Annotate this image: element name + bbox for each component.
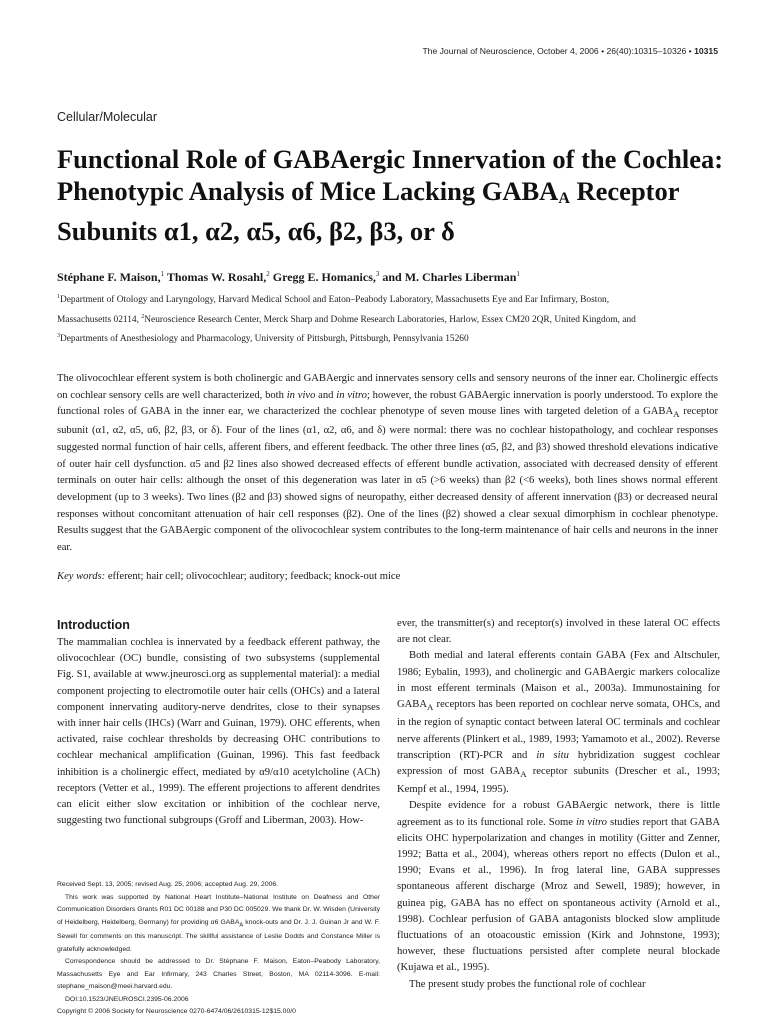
title-line-2 [57,175,737,215]
affil-text: Neuroscience Research Center, Merck Sharp and Dohme Research Laboratories, Harlow, Essex CM20 2QR, United Kingdom, and [144,314,636,325]
affil-mark: 2 [141,313,145,320]
abstract [57,371,718,557]
title-line-2-end: Receptor [569,176,680,206]
introduction-heading: Introduction [57,618,130,632]
body-subscript: A [427,702,434,713]
affil-text: Department of Otology and Laryngology, Harvard Medical School and Eaton–Peabody Laboratory, Massachusetts Eye and Ear Infirmary, Boston, [60,295,610,306]
keywords-text: efferent; hair cell; olivocochlear; auditory; feedback; knock-out mice [105,571,401,582]
abstract-text: and [315,389,337,401]
author-affil-mark: 1 [516,270,520,278]
body-paragraph: ever, the transmitter(s) and receptor(s) involved in these lateral OC effects are not clear. [397,618,720,646]
body-text: Both medial and lateral efferents contain GABA (Fex and Altschuler, 1986; Eybalin, 1993), and cholinergic and GABAergic markers colocalize in most efferent terminals (Maison et al., 2003a). Immunostaining for GABA [397,650,720,711]
journal-citation: The Journal of Neuroscience, October 4, 2006 • 26(40):10315–10326 • [422,46,692,56]
body-text: receptor subunits (Drescher et al., 1993; Kempf et al., 1994, 1995). [397,765,721,796]
affiliation-line [57,289,727,309]
abstract-italic: in vivo [286,389,316,401]
author-list [57,270,520,285]
page-number: 10315 [694,46,718,56]
body-italic: in situ [536,749,569,761]
affil-text: Departments of Anesthesiology and Pharmacology, University of Pittsburgh, Pittsburgh, Pennsylvania 15260 [60,334,469,345]
footnote-correspondence: Correspondence should be addressed to Dr. Stéphane F. Maison, Eaton–Peabody Laboratory, Massachusetts Eye and Ear Infirmary, 243 Charles Street, Boston, MA 02114-3096. E-mail: stephane_maison@meei.harvard.edu. [57,958,380,991]
title-line-3: Subunits α1, α2, α5, α6, β2, β3, or δ [57,216,455,246]
title-line-2-main: Phenotypic Analysis of Mice Lacking GABA [57,176,559,206]
body-text: studies report that GABA elicits OHC hyperpolarization and changes in motility (Gitter and Zenner, 1992; Batta et al., 2004), whereas others report no effects (Dulon et al., 1990; Evans et al., 1996). In frog lateral line, GABA suppresses spontaneous afferent discharge (Mroz and Sewell, 1989); however, in guinea pig, GABA has no effect on spontaneous activity (Arnold et al., 1998). Cochlear perfusion of GABA antagonists blocked slow amplitude fluctuations of an otoacoustic emission (Kirk and Johnstone, 1993); however, these fluctuations persisted after complete neural blockade (Kujawa et al., 1995). [397,816,720,974]
footnote-text: knock-outs and Dr. J. J. Guinan Jr and W. F. Sewell for comments on this manuscript. The skillful assistance of Leslie Dodds and Constance Miller is gratefully acknowledged. [57,918,380,953]
footnote-support [57,892,380,957]
author-affil-mark: 3 [375,270,380,278]
affil-text: Massachusetts 02114, [57,314,142,325]
body-subscript: A [520,769,527,780]
abstract-text: The olivocochlear efferent system is both cholinergic and GABAergic and innervates sensory cells and sensory neurons of the inner ear. Cholinergic effects on cochlear sensory cells are well characterized, both [57,373,718,401]
footnote-copyright: Copyright © 2006 Society for Neuroscience 0270-6474/06/2610315-12$15.00/0 [57,1008,296,1016]
body-paragraph [397,798,720,976]
title-line-1: Functional Role of GABAergic Innervation of the Cochlea: [57,144,724,174]
footnote-doi: DOI:10.1523/JNEUROSCI.2395-06.2006 [65,995,189,1003]
footnotes [57,879,380,1019]
body-text: receptors has been reported on cochlear nerve somata, OHCs, and in the region of synaptic contact between lateral OC terminals and cochlear nerve afferents (Plinkert et al., 1989, 1993; Yamamoto et al., 2002). Reverse transcription (RT)-PCR and [397,699,720,761]
body-text: Despite evidence for a robust GABAergic network, there is little agreement as to its functional role. Some [397,800,720,828]
author-name: Stéphane F. Maison, [57,270,161,284]
article-title [57,143,737,247]
keywords-label: Key words: [57,571,106,582]
author-affil-mark: 1 [160,270,165,278]
footnote-subscript: A [239,921,244,928]
body-column-right [397,616,720,993]
title-subscript: A [558,190,570,207]
body-column-left [57,617,380,829]
author-name: Gregg E. Homanics, [272,270,376,284]
body-paragraph [397,648,720,798]
abstract-subscript: A [673,409,680,420]
affiliations [57,289,727,348]
footnote-text: This work was supported by National Heart Institute–National Institute on Deafness and Other Communication Disorders Grants R01 DC 00188 and P30 DC 005029. We thank Dr. W. Wisden (University of Heidelberg, Heidelberg, Germany) for providing α6 GABA [57,893,380,926]
footnote-received: Received Sept. 13, 2005; revised Aug. 25, 2006; accepted Aug. 29, 2006. [57,881,279,888]
abstract-text: receptor subunit (α1, α2, α5, α6, β2, β3, or δ). Four of the lines (α1, α2, α6, and δ) were normal: there was no cochlear histopathology, and cochlear responses suggested normal function of hair cells, afferent fibers, and efferent feedback. The other three lines (α5, β2, and β3) showed threshold elevations indicative of outer hair cell dysfunction. α5 and β2 lines also showed decreased effects of efferent bundle activation, associated with decreased density of efferent terminals on outer hair cells: although the onset of this degeneration was later in α5 (>6 weeks) than β2 (<6 weeks), both lines shows normal efferent development (up to 3 weeks). Two lines (β2 and β3) showed signs of neuropathy, either decreased density of afferent innervation (β3) or decreased neural responses without concomitant attenuation of hair cell responses (β2). One of the lines (β2) showed a clear sexual dimorphism in cochlear phenotype. Results suggest that the GABAergic component of the olivocochlear system contributes to the long-term maintenance of hair cells and neurons in the inner ear. [57,406,718,554]
affiliation-line [57,328,727,348]
body-text: hybridization suggest cochlear expression of most GABA [397,749,720,777]
affil-mark: 3 [57,333,60,340]
abstract-text: ; however, the robust GABAergic innervation is poorly understood. To explore the functional roles of GABA in the inner ear, we characterized the cochlear phenotype of seven mouse lines with targeted deletion of a GABA [57,389,718,418]
body-paragraph: The mammalian cochlea is innervated by a feedback efferent pathway, the olivocochlear (OC) bundle, consisting of two subsystems (supplemental Fig. S1, available at www.jneurosci.org as supplemental material): a medial component projecting to electromotile outer hair cells (OHCs) and a lateral component innervating auditory-nerve dendrites, close to their synapses with inner hair cells (IHCs) (Warr and Guinan, 1979). OHC efferents, when activated, raise cochlear thresholds by decreasing OHC contributions to cochlear mechanical amplification (Guinan, 1996). This fast feedback inhibition is a cholinergic effect, mediated by α9/α10 acetylcholine (ACh) receptors (Vetter et al., 1999). The efferent projections to afferent dendrites can elicit either slow excitation or inhibition of the cochlear nerve, suggesting two functional subgroups (Groff and Liberman, 2003). How- [57,637,380,827]
author-name: and M. Charles Liberman [382,270,517,284]
section-label: Cellular/Molecular [57,110,158,124]
body-italic: in vitro [576,816,607,828]
author-name: Thomas W. Rosahl, [166,270,267,284]
body-paragraph: The present study probes the functional role of cochlear [409,978,646,990]
running-head [422,46,718,56]
keywords [57,571,400,582]
affiliation-line [57,309,727,329]
author-affil-mark: 2 [266,270,270,278]
abstract-italic: in vitro [336,389,367,401]
affil-mark: 1 [57,294,60,300]
